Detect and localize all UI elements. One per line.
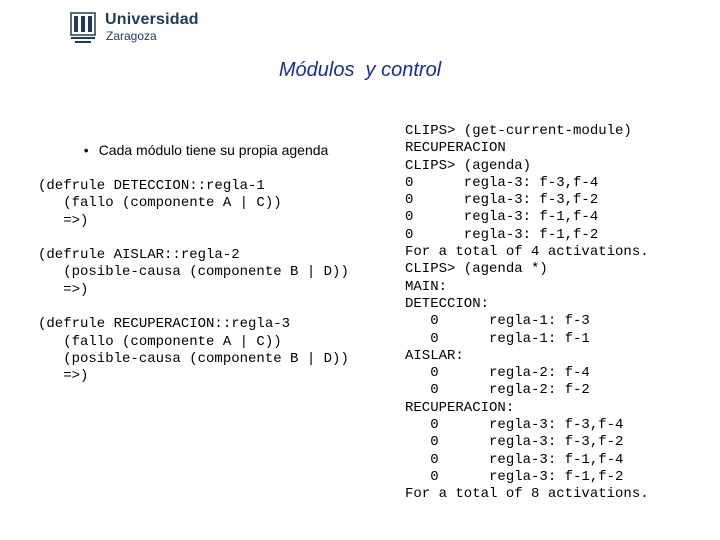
output-line: 0 regla-3: f-3,f-4 [405,174,599,191]
code-line: (fallo (componente A | C)) [38,195,282,212]
code-line: =>) [38,212,89,229]
logo-city: Zaragoza [106,29,157,43]
output-line: AISLAR: [405,347,464,364]
output-line: DETECCION: [405,295,490,312]
output-line: For a total of 4 activations. [405,244,649,261]
university-seal-icon [70,12,96,46]
code-line: (defrule DETECCION::regla-1 [38,178,265,194]
output-line: 0 regla-3: f-3,f-2 [405,192,599,209]
output-line: 0 regla-1: f-1 [405,330,590,347]
output-line: CLIPS> (agenda *) [405,261,548,278]
output-line: For a total of 8 activations. [405,486,649,503]
code-line: (defrule RECUPERACION::regla-3 [38,316,291,333]
slide-title: Módulos y control [278,59,442,81]
rule-definitions-code [38,178,349,386]
output-line: 0 regla-2: f-2 [405,382,590,399]
output-line: 0 regla-2: f-4 [405,365,590,382]
code-line: (defrule AISLAR::regla-2 [38,247,240,264]
output-line: MAIN: [405,278,448,295]
code-line: (posible-causa (componente B | D)) [38,264,349,281]
output-line: CLIPS> (agenda) [405,157,532,174]
output-line: 0 regla-3: f-1,f-4 [405,209,599,226]
output-line: 0 regla-3: f-3,f-2 [405,434,624,451]
code-line: =>) [38,368,89,385]
bullet-item [76,126,328,158]
code-gap [38,230,349,247]
output-line: 0 regla-3: f-1,f-2 [405,226,599,243]
output-line: RECUPERACION [405,140,506,157]
output-line: 0 regla-1: f-3 [405,313,590,330]
output-line: CLIPS> (get-current-module) [405,123,632,139]
output-line: 0 regla-3: f-1,f-4 [405,451,624,468]
code-line: (posible-causa (componente B | D)) [38,350,349,367]
university-logo [68,10,208,50]
code-line: (fallo (componente A | C)) [38,333,282,350]
bullet-text: Cada módulo tiene su propia agenda [98,142,329,158]
output-line: 0 regla-3: f-1,f-2 [405,468,624,485]
code-gap [38,299,349,316]
output-line: 0 regla-3: f-3,f-4 [405,417,624,434]
code-line: =>) [38,281,89,298]
bullet-icon: • [83,142,89,158]
logo-name: Universidad [105,11,199,28]
clips-session-output [405,123,649,504]
output-line: RECUPERACION: [405,399,515,416]
